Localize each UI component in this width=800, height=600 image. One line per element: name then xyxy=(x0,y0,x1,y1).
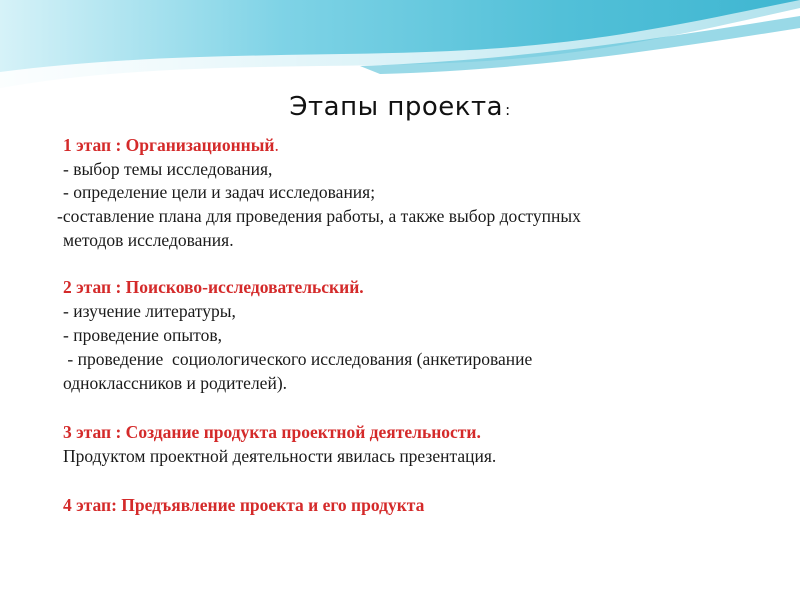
stage-2-item: - проведение социологического исследования (анкетирование xyxy=(63,349,533,369)
stage-3-heading: 3 этап : Создание продукта проектной деятельности. xyxy=(63,422,481,442)
stage-1-item: методов исследования. xyxy=(63,230,234,250)
stage-2-item: - проведение опытов, xyxy=(63,325,222,345)
stage-2-item: одноклассников и родителей). xyxy=(63,373,288,393)
slide-title-text: Этапы проекта xyxy=(289,92,504,122)
stage-1-item: -составление плана для проведения работы, а также выбор доступных xyxy=(57,206,581,226)
stage-4-heading: 4 этап: Предъявление проекта и его продукта xyxy=(63,495,425,515)
stage-1-heading-text: 1 этап : Организационный xyxy=(63,135,275,155)
stage-2-item: - изучение литературы, xyxy=(63,301,236,321)
slide-title xyxy=(0,92,800,122)
slide-title-colon: : xyxy=(505,101,511,119)
stage-1-heading-tail: . xyxy=(274,135,279,155)
stage-2-heading: 2 этап : Поисково-исследовательский. xyxy=(63,277,364,297)
stage-1-item: - определение цели и задач исследования; xyxy=(63,182,376,202)
stage-1-heading xyxy=(63,133,279,157)
stage-1-item: - выбор темы исследования, xyxy=(63,159,273,179)
stage-3-text: Продуктом проектной деятельности явилась презентация. xyxy=(63,446,497,466)
